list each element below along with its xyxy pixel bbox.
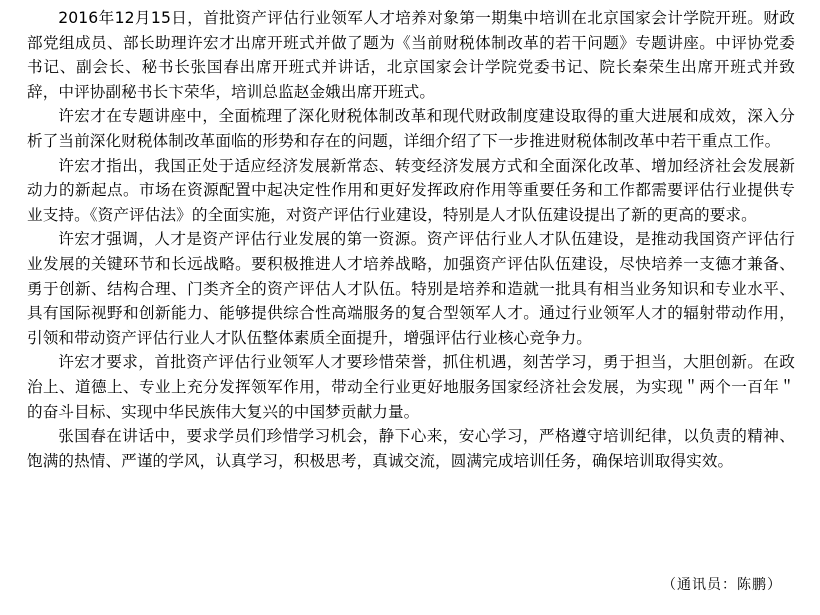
- paragraph-requirements: 许宏才要求，首批资产评估行业领军人才要珍惜荣誉，抓住机遇，刻苦学习，勇于担当，大胆创新。在政治上、道德上、专业上充分发挥领军作用，带动全行业更好地服务国家经济社会发展，为实现＂两个一百年＂的奋斗目标、实现中华民族伟大复兴的中国梦贡献力量。: [27, 353, 795, 421]
- paragraph-talent-resource: 许宏才强调，人才是资产评估行业发展的第一资源。资产评估行业人才队伍建设，是推动我国资产评估行业发展的关键环节和长远战略。要积极推进人才培养战略，加强资产评估队伍建设，尽快培养一支德才兼备、勇于创新、结构合理、门类齐全的资产评估人才队伍。特别是培养和造就一批具有相当业务知识和专业水平、具有国际视野和创新能力、能够提供综合性高端服务的复合型领军人才。通过行业领军人才的辐射带动作用，引领和带动资产评估行业人才队伍整体素质全面提升，增强评估行业核心竞争力。: [27, 230, 795, 347]
- article-body: [27, 6, 795, 473]
- paragraph-new-starting-point: 许宏才指出，我国正处于适应经济发展新常态、转变经济发展方式和全面深化改革、增加经济社会发展新动力的新起点。市场在资源配置中起决定性作用和更好发挥政府作用等重要任务和工作都需要评估行业提供专业支持。《资产评估法》的全面实施，对资产评估行业建设，特别是人才队伍建设提出了新的更高的要求。: [27, 156, 795, 224]
- paragraph-speech: 张国春在讲话中，要求学员们珍惜学习机会，静下心来，安心学习，严格遵守培训纪律，以负责的精神、饱满的热情、严谨的学风，认真学习，积极思考，真诚交流，圆满完成培训任务，确保培训取得实效。: [27, 427, 795, 470]
- paragraph-opening: 2016年12月15日，首批资产评估行业领军人才培养对象第一期集中培训在北京国家会计学院开班。财政部党组成员、部长助理许宏才出席开班式并做了题为《当前财税体制改革的若干问题》专题讲座。中评协党委书记、副会长、秘书长张国春出席开班式并讲话，北京国家会计学院党委书记、院长秦荣生出席开班式并致辞，中评协副秘书长卞荣华，培训总监赵金娥出席开班式。: [27, 9, 795, 101]
- paragraph-lecture-summary: 许宏才在专题讲座中，全面梳理了深化财税体制改革和现代财政制度建设取得的重大进展和成效，深入分析了当前深化财税体制改革面临的形势和存在的问题，详细介绍了下一步推进财税体制改革中若干重点工作。: [27, 107, 795, 150]
- correspondent-credit: （通讯员：陈鹏）: [662, 577, 782, 593]
